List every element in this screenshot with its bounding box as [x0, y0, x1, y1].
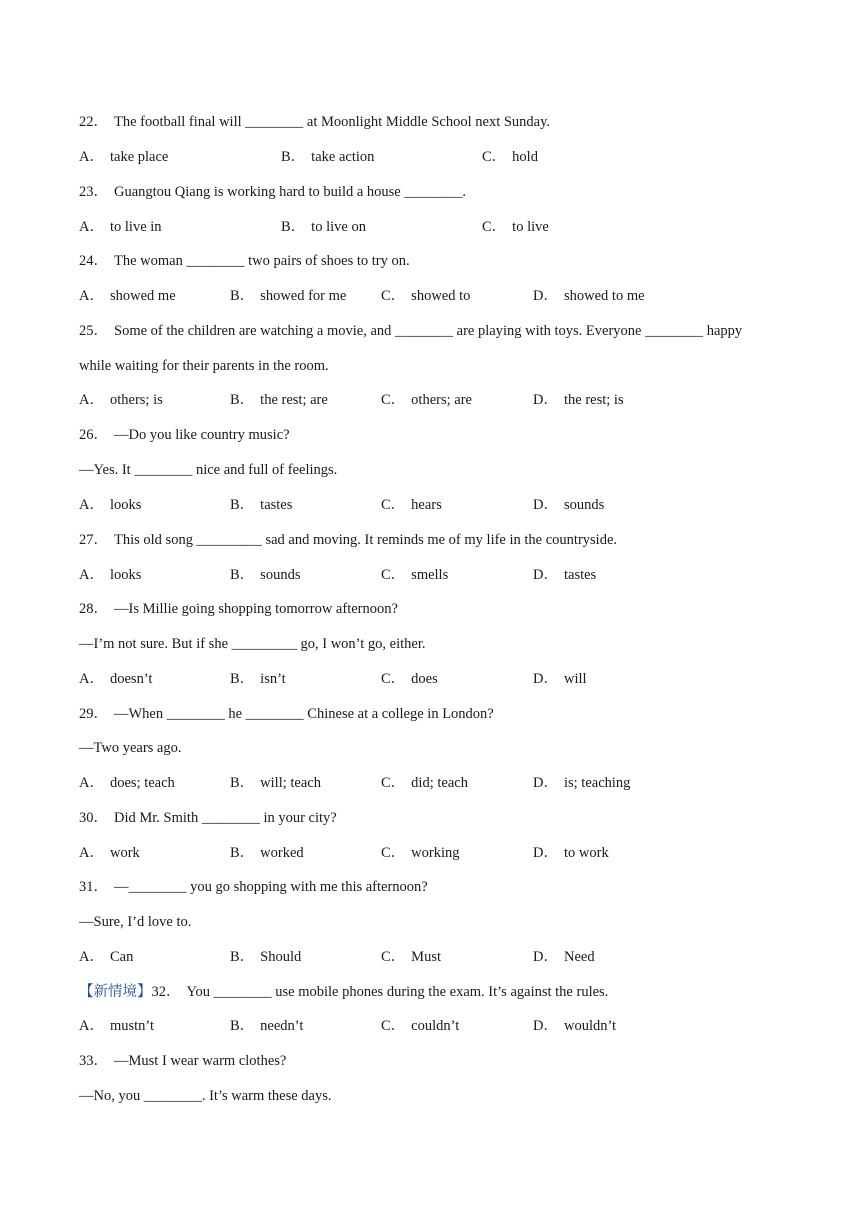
- option-b: B． Should: [230, 949, 302, 965]
- question-30-stem: 30． Did Mr. Smith ________ in your city?: [79, 810, 337, 826]
- question-22-stem: 22． The football final will ________ at Moonlight Middle School next Sunday.: [79, 114, 551, 130]
- option-b: B． will; teach: [230, 775, 321, 791]
- option-d: D． wouldn’t: [533, 1018, 617, 1034]
- question-28-options: [79, 669, 799, 689]
- option-a: A． mustn’t: [79, 1018, 155, 1034]
- option-a: A． doesn’t: [79, 671, 153, 687]
- option-c: C． smells: [381, 567, 449, 583]
- option-b: B． take action: [281, 149, 375, 165]
- option-a: A． others; is: [79, 392, 163, 408]
- option-b: B． to live on: [281, 219, 366, 235]
- option-d: D． the rest; is: [533, 392, 624, 408]
- option-a: A． take place: [79, 149, 169, 165]
- option-a: A． to live in: [79, 219, 162, 235]
- option-b: B． showed for me: [230, 288, 347, 304]
- question-28-stem: 28． —Is Millie going shopping tomorrow afternoon?: [79, 601, 398, 617]
- option-a: A． looks: [79, 497, 142, 513]
- option-c: C． Must: [381, 949, 441, 965]
- question-32-stem: 【新情境】32． You ________ use mobile phones during the exam. It’s against the rules.: [79, 984, 609, 1000]
- option-b: B． worked: [230, 845, 304, 861]
- question-31-response: —Sure, I’d love to.: [79, 914, 192, 930]
- option-a: A． work: [79, 845, 140, 861]
- question-29-options: [79, 773, 799, 793]
- option-b: B． isn’t: [230, 671, 286, 687]
- question-24-options: [79, 286, 799, 306]
- option-d: D． to work: [533, 845, 609, 861]
- option-d: D． sounds: [533, 497, 605, 513]
- option-c: C． working: [381, 845, 460, 861]
- option-b: B． the rest; are: [230, 392, 328, 408]
- option-c: C． to live: [482, 219, 549, 235]
- question-23-options: [79, 217, 799, 237]
- option-b: B． needn’t: [230, 1018, 304, 1034]
- option-d: D． is; teaching: [533, 775, 631, 791]
- option-d: D． showed to me: [533, 288, 645, 304]
- option-d: D． Need: [533, 949, 595, 965]
- question-30-options: [79, 843, 799, 863]
- new-context-tag: 【新情境】: [79, 984, 152, 1000]
- question-26-stem: 26． —Do you like country music?: [79, 427, 290, 443]
- question-27-stem: 27． This old song _________ sad and moving. It reminds me of my life in the countryside.: [79, 532, 618, 548]
- question-22-options: [79, 147, 799, 167]
- question-24-stem: 24． The woman ________ two pairs of shoes to try on.: [79, 253, 410, 269]
- question-32-options: [79, 1016, 799, 1036]
- option-c: C． does: [381, 671, 438, 687]
- option-d: D． will: [533, 671, 587, 687]
- question-26-options: [79, 495, 799, 515]
- option-a: A． does; teach: [79, 775, 175, 791]
- option-d: D． tastes: [533, 567, 597, 583]
- question-31-options: [79, 947, 799, 967]
- option-b: B． tastes: [230, 497, 293, 513]
- question-25-stem-continued: while waiting for their parents in the room.: [79, 358, 329, 374]
- question-26-response: —Yes. It ________ nice and full of feelings.: [79, 462, 338, 478]
- question-28-response: —I’m not sure. But if she _________ go, I won’t go, either.: [79, 636, 426, 652]
- option-a: A． Can: [79, 949, 134, 965]
- option-c: C． others; are: [381, 392, 472, 408]
- question-25-stem: 25． Some of the children are watching a movie, and ________ are playing with toys. Everyone ________ happy: [79, 323, 743, 339]
- question-33-stem: 33． —Must I wear warm clothes?: [79, 1053, 287, 1069]
- option-a: A． showed me: [79, 288, 176, 304]
- question-25-options: [79, 390, 799, 410]
- option-c: C． hold: [482, 149, 538, 165]
- option-c: C． couldn’t: [381, 1018, 460, 1034]
- option-c: C． did; teach: [381, 775, 468, 791]
- option-c: C． showed to: [381, 288, 471, 304]
- question-23-stem: 23． Guangtou Qiang is working hard to build a house ________.: [79, 184, 466, 200]
- option-a: A． looks: [79, 567, 142, 583]
- question-27-options: [79, 565, 799, 585]
- question-29-stem: 29． —When ________ he ________ Chinese at a college in London?: [79, 706, 494, 722]
- question-31-stem: 31． —________ you go shopping with me this afternoon?: [79, 879, 428, 895]
- option-b: B． sounds: [230, 567, 301, 583]
- question-29-response: —Two years ago.: [79, 740, 182, 756]
- question-33-response: —No, you ________. It’s warm these days.: [79, 1088, 332, 1104]
- option-c: C． hears: [381, 497, 442, 513]
